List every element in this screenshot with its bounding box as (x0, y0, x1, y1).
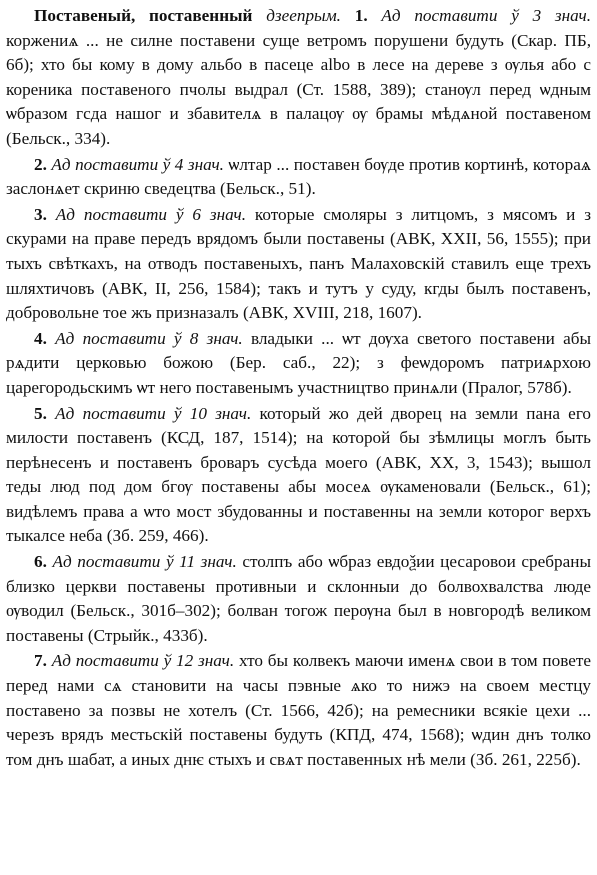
sense-number: 2. (34, 154, 47, 174)
sense-quotations: которые смоляры з литцомъ, з мясомъ и з скурами на праве передъ врядомъ были поставены (АВК, XXII, 56, 1555); при тыхъ свѣткахъ, на отводъ поставеныхъ, панъ Малаховскій ставилъ еще трехъ шляхтичовъ (АВК, II, 256, 1584); такъ и тутъ у суду, кгды былъ поставенъ, добровольне тое жъ призназалъ (АВК, XVIII, 218, 1607). (6, 204, 592, 323)
headword: Поставеный, поставенный (34, 6, 253, 25)
sense-quotations: столпъ або ѡбраз евдоѯии цесаровои сребраны близко церкви поставены противныи и склонныи до болвохвалства люде ѹводил (Бельск., 301б–302); болван тогож перѹна был в новгородѣ великом поставены (Стрыйк., 433б). (6, 552, 591, 645)
dictionary-entry-sense-3 (6, 203, 591, 326)
part-of-speech: дзеепрым. (266, 6, 341, 25)
sense-number: 1. (354, 6, 368, 25)
sense-definition: Ад поставити ў 11 знач. (52, 552, 237, 572)
sense-definition: Ад поставити ў 12 знач. (51, 651, 235, 671)
dictionary-entry-sense-7 (6, 649, 591, 772)
sense-number: 6. (34, 552, 47, 572)
sense-number: 3. (34, 204, 47, 224)
sense-definition: Ад поставити ў 8 знач. (55, 328, 243, 348)
dictionary-entry-sense-6 (6, 550, 591, 648)
sense-quotations: владыки ... ѡт дѹха светого поставени абы рѧдити церковью божою (Бер. саб., 22); з феѡдоромъ патриѧрхою царегородьскимъ ѡт него поставенымъ участництво принѧли (Пралог, 578б). (6, 328, 592, 397)
dictionary-page (6, 4, 591, 872)
dictionary-entry-sense-2 (6, 153, 591, 202)
sense-definition: Ад поставити ў 3 знач. (381, 6, 592, 25)
sense-number: 4. (34, 328, 47, 348)
sense-quotations: коржениѧ ... не силне поставени суще ветромъ порушени будуть (Скар. ПБ, 6б); хто бы кому в дому альбо в пасеце albo в лесе на дереве з ѹлья або с кореника поставеного пчолы выдрал (Ст. 1588, 389); станѹл перед ѡдным ѡбразом гсда нашог и збавителѧ в палацѹ ѹ брамы мѣдѧной поставеном (Бельск., 334). (6, 30, 591, 148)
dictionary-entry-sense-5 (6, 402, 591, 550)
sense-quotations: ѡлтар ... поставен бѹде против кортинѣ, котораѧ заслонѧет скриню сведецтва (Бельск., 51). (6, 154, 592, 199)
sense-definition: Ад поставити ў 10 знач. (55, 403, 252, 423)
dictionary-entry-sense-1 (6, 4, 591, 152)
dictionary-entry-sense-4 (6, 327, 591, 401)
sense-definition: Ад поставити ў 6 знач. (55, 204, 246, 224)
sense-quotations: хто бы колвекъ маючи именѧ свои в том повете перед нами сѧ становити на часы пэвные ѧко то нижэ на своем местцу поставено за позвы не хотелъ (Ст. 1566, 42б); на ремесники всякіе цехи ... черезъ врядъ местьскій поставены будуть (КПД, 474, 1568); ѡдин днъ толко том днъ шабат, а иных днѥ стыхъ и свѧт поставенных нѣ мели (Зб. 261, 225б). (6, 651, 592, 769)
sense-quotations: который жо дей дворец на земли пана его милости поставенъ (КСД, 187, 1514); на которой бы зѣмлицы моглъ быть перѣнесенъ и поставенъ броваръ сусѣда моего (АВК, XX, 3, 1543); вышол теды люд под дом бгѹ поставены абы мосеѧ ѹкаменовали (Бельск., 61); видѣлемъ права а ѡто мост збудованны и поставенны на земли которог верхъ тыкалсе неба (Зб. 259, 466). (6, 403, 592, 546)
sense-definition: Ад поставити ў 4 знач. (51, 154, 224, 174)
sense-number: 7. (34, 651, 47, 671)
sense-number: 5. (34, 403, 47, 423)
